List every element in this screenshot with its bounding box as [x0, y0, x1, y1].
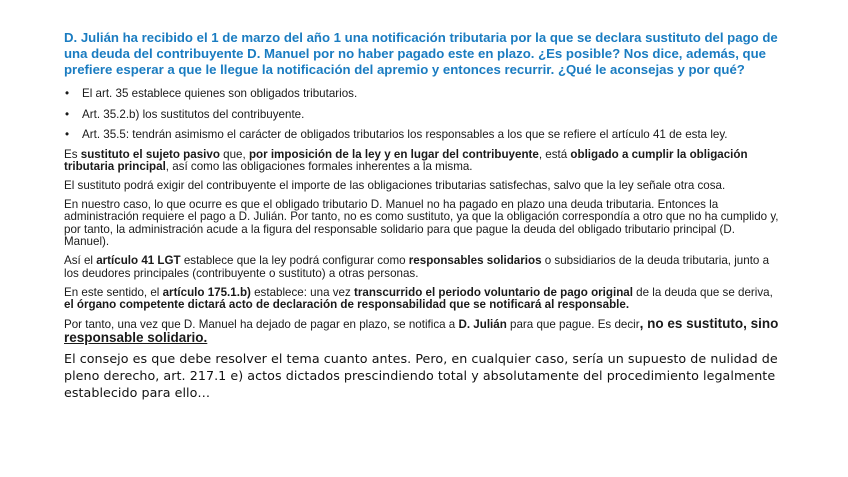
paragraph-conclusion [64, 315, 780, 345]
paragraph-sustituto-exigir: El sustituto podrá exigir del contribuyente el importe de las obligaciones tributarias satisfechas, salvo que la ley señale otra cosa. [64, 178, 726, 192]
bullet-text: Art. 35.5: tendrán asimismo el carácter de obligados tributarios los responsables a los que se refiere el artículo 41 de esta ley. [82, 128, 728, 141]
underlined-bold-run: responsable solidario. [64, 329, 208, 345]
text-run: o subsidiarios de la deuda tributaria, junto a los deudores principales (contribuyente o sustituto) a otras personas. [64, 254, 770, 280]
bold-run: el órgano competente dictará acto de declaración de responsabilidad que se notificará al responsable. [64, 298, 630, 312]
text-run: que, [219, 147, 249, 161]
bold-run: transcurrido el periodo voluntario de pago original [354, 285, 633, 299]
slide-content [64, 30, 780, 402]
bullet-item [64, 128, 780, 142]
bullet-dot-icon: • [65, 128, 70, 141]
paragraph-nuestro-caso: En nuestro caso, lo que ocurre es que el obligado tributario D. Manuel no ha pagado en plazo una deuda tributaria. Entonces la administración requiere el pago a D. Julián. Por tanto, no es como sustituto, ya que la obligación correspondía a otro que no ha cumplido y, por tanto, la administración acude a la figura del responsable solidario para que pague la deuda del obligado tributario principal (D. Manuel). [64, 197, 779, 249]
bold-run: artículo 41 LGT [96, 254, 181, 268]
bold-run: D. Julián [458, 317, 507, 331]
text-run: de la deuda que se deriva, [632, 285, 773, 299]
bold-run: responsables solidarios [408, 254, 542, 268]
text-run: Por tanto, una vez que D. Manuel ha dejado de pagar en plazo, se notifica a [64, 317, 459, 331]
bold-run: obligado a cumplir la obligación tributaria principal [64, 147, 748, 174]
text-run: , está [538, 147, 571, 161]
bullet-item [64, 87, 780, 101]
text-run: para que pague. Es decir [506, 317, 640, 331]
text-run: establece que la ley podrá configurar como [180, 254, 409, 268]
bullet-item [64, 108, 780, 122]
paragraph-articulo-175 [64, 287, 780, 312]
bullet-text: Art. 35.2.b) los sustitutos del contribuyente. [82, 107, 305, 121]
question-heading: D. Julián ha recibido el 1 de marzo del año 1 una notificación tributaria por la que se declara sustituto del pago de una deuda del contribuyente D. Manuel por no haber pagado este en plazo. ¿Es posible? Nos dice, además, que prefiere esperar a que le llegue la notificación del apremio y entonces recurrir. ¿Qué le aconsejas y por qué? [64, 30, 778, 77]
text-run: En este sentido, el [64, 285, 163, 299]
text-run: establece: una vez [250, 285, 355, 299]
bold-run: artículo 175.1.b) [162, 285, 251, 299]
bold-run: , no es sustituto, sino [639, 315, 779, 331]
text-run: Así el [64, 254, 97, 268]
text-run: Es [64, 147, 81, 161]
bold-run: por imposición de la ley y en lugar del contribuyente [248, 147, 539, 161]
bullet-text: El art. 35 establece quienes son obligados tributarios. [82, 87, 358, 100]
bullet-list [64, 87, 780, 142]
bold-run: sustituto el sujeto pasivo [80, 147, 220, 161]
paragraph-articulo-41 [64, 255, 780, 280]
paragraph-sustituto-definition [64, 149, 780, 174]
advice-paragraph: El consejo es que debe resolver el tema cuanto antes. Pero, en cualquier caso, sería un supuesto de nulidad de pleno derecho, art. 217.1 e) actos dictados prescindiendo total y absolutamente del procedimiento legalmente establecido para ello… [64, 351, 778, 400]
bullet-dot-icon: • [65, 107, 70, 121]
text-run: , así como las obligaciones formales inherentes a la misma. [165, 160, 473, 174]
bullet-dot-icon: • [65, 87, 70, 100]
